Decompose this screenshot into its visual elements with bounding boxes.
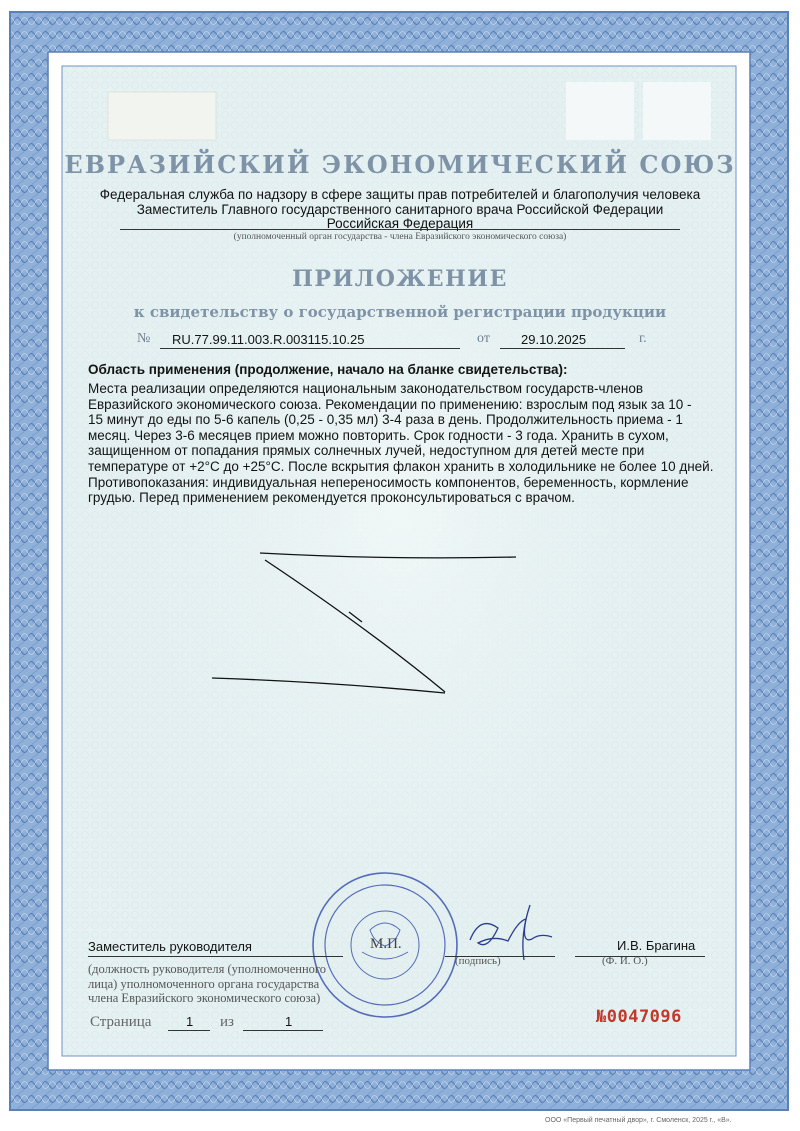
scope-title: Область применения (продолжение, начало на бланке свидетельства): — [88, 362, 568, 377]
signature-caption: (подпись) — [455, 955, 501, 967]
of-label: из — [220, 1014, 234, 1030]
position-caption-1: (должность руководителя (уполномоченного — [88, 962, 326, 976]
stamp-label: М.П. — [370, 936, 402, 952]
cert-year-suffix: г. — [639, 331, 647, 346]
cert-date-underline — [500, 348, 625, 349]
annex-title: ПРИЛОЖЕНИЕ — [292, 266, 508, 292]
position-caption-2: лица) уполномоченного органа государства — [88, 977, 320, 991]
page-label: Страница — [90, 1014, 152, 1030]
cert-number-underline — [160, 348, 460, 349]
cert-date-label: от — [477, 331, 490, 346]
position-underline — [88, 956, 343, 957]
cert-date-value: 29.10.2025 — [521, 332, 587, 347]
union-title: ЕВРАЗИЙСКИЙ ЭКОНОМИЧЕСКИЙ СОЮЗ — [64, 150, 736, 179]
position-caption-3: члена Евразийского экономического союза) — [88, 991, 321, 1005]
cert-number-label: № — [137, 331, 151, 346]
form-serial-number: №0047096 — [596, 1007, 682, 1027]
page-value: 1 — [186, 1014, 194, 1029]
signer-position: Заместитель руководителя — [88, 939, 252, 954]
cert-number-value: RU.77.99.11.003.R.003115.10.25 — [172, 332, 365, 347]
name-caption: (Ф. И. О.) — [602, 955, 648, 967]
signer-name: И.В. Брагина — [617, 938, 696, 953]
authority-line-2: Заместитель Главного государственного санитарного врача Российской Федерации — [136, 202, 664, 217]
authority-caption: (уполномоченный орган государства - члена Евразийского экономического союза) — [233, 232, 567, 242]
total-underline — [243, 1030, 323, 1031]
authority-line-3: Российская Федерация — [326, 216, 474, 231]
authority-underline — [120, 229, 680, 230]
page-underline — [168, 1030, 210, 1031]
printer-note: ООО «Первый печатный двор», г. Смоленск, 2025 г., «В». — [545, 1117, 732, 1124]
authority-line-1: Федеральная служба по надзору в сфере защиты прав потребителей и благополучия человека — [99, 187, 701, 202]
scope-text: Места реализации определяются национальным законодательством государств-членов Евразийского экономического союза. Рекомендации по применению: взрослым под язык за 10 - 15 минут до еды по 5-6 капель (0,25 - 0,35 мл) 3-4 раза в день. Продолжительность приема - 1 месяц. Через 3-6 месяцев прием можно повторить. Срок годности - 3 года. Хранить в сухом, защищенном от попадания прямых солнечных лучей, недоступном для детей месте при температуре от +2°С до +25°С. После вскрытия флакон хранить в холодильнике не более 10 дней. Противопоказания: индивидуальная непереносимость компонентов, беременность, кормление грудью. Перед применением рекомендуется проконсультироваться с врачом. — [88, 381, 714, 506]
total-value: 1 — [285, 1014, 293, 1029]
annex-subtitle: к свидетельству о государственной регистрации продукции — [133, 303, 667, 321]
